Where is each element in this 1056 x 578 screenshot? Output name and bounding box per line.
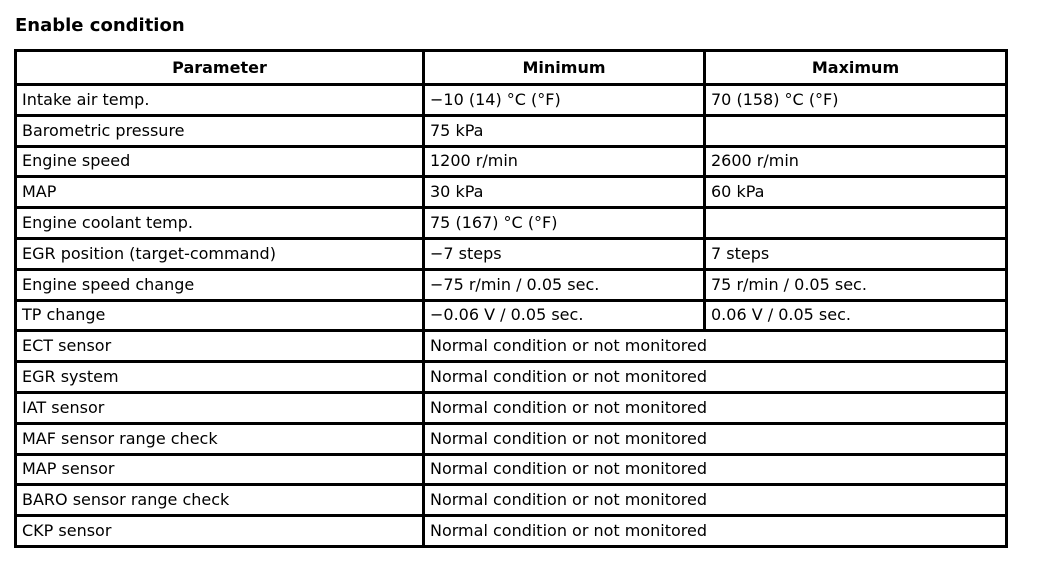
maximum-cell [705, 208, 1007, 239]
status-cell: Normal condition or not monitored [424, 454, 1007, 485]
minimum-cell: 75 (167) °C (°F) [424, 208, 705, 239]
parameter-cell: MAP sensor [16, 454, 424, 485]
table-row [16, 331, 1007, 362]
parameter-cell: TP change [16, 300, 424, 331]
minimum-cell: −75 r/min / 0.05 sec. [424, 269, 705, 300]
parameter-cell: EGR system [16, 362, 424, 393]
parameter-cell: MAF sensor range check [16, 423, 424, 454]
table-row [16, 177, 1007, 208]
table-row [16, 485, 1007, 516]
maximum-cell: 60 kPa [705, 177, 1007, 208]
parameter-cell: IAT sensor [16, 392, 424, 423]
status-cell: Normal condition or not monitored [424, 423, 1007, 454]
table-row [16, 423, 1007, 454]
parameter-cell: Engine speed [16, 146, 424, 177]
parameter-cell: Barometric pressure [16, 115, 424, 146]
table-row [16, 269, 1007, 300]
status-cell: Normal condition or not monitored [424, 516, 1007, 547]
parameter-cell: Engine coolant temp. [16, 208, 424, 239]
table-header-row [16, 51, 1007, 85]
maximum-cell: 2600 r/min [705, 146, 1007, 177]
table-row [16, 85, 1007, 116]
header-parameter: Parameter [16, 51, 424, 85]
table-row [16, 238, 1007, 269]
parameter-cell: BARO sensor range check [16, 485, 424, 516]
header-minimum: Minimum [424, 51, 705, 85]
table-row [16, 516, 1007, 547]
header-maximum: Maximum [705, 51, 1007, 85]
maximum-cell: 0.06 V / 0.05 sec. [705, 300, 1007, 331]
maximum-cell [705, 115, 1007, 146]
table-row [16, 362, 1007, 393]
parameter-cell: MAP [16, 177, 424, 208]
table-row [16, 392, 1007, 423]
table-row [16, 146, 1007, 177]
status-cell: Normal condition or not monitored [424, 485, 1007, 516]
status-cell: Normal condition or not monitored [424, 392, 1007, 423]
table-row [16, 208, 1007, 239]
table-row [16, 115, 1007, 146]
minimum-cell: 75 kPa [424, 115, 705, 146]
maximum-cell: 70 (158) °C (°F) [705, 85, 1007, 116]
minimum-cell: −0.06 V / 0.05 sec. [424, 300, 705, 331]
minimum-cell: 30 kPa [424, 177, 705, 208]
table-row [16, 300, 1007, 331]
minimum-cell: −7 steps [424, 238, 705, 269]
minimum-cell: −10 (14) °C (°F) [424, 85, 705, 116]
maximum-cell: 7 steps [705, 238, 1007, 269]
status-cell: Normal condition or not monitored [424, 362, 1007, 393]
enable-condition-table [14, 49, 1008, 548]
maximum-cell: 75 r/min / 0.05 sec. [705, 269, 1007, 300]
parameter-cell: EGR position (target-command) [16, 238, 424, 269]
parameter-cell: Intake air temp. [16, 85, 424, 116]
status-cell: Normal condition or not monitored [424, 331, 1007, 362]
parameter-cell: CKP sensor [16, 516, 424, 547]
parameter-cell: Engine speed change [16, 269, 424, 300]
table-row [16, 454, 1007, 485]
page-title: Enable condition [15, 15, 185, 36]
minimum-cell: 1200 r/min [424, 146, 705, 177]
parameter-cell: ECT sensor [16, 331, 424, 362]
